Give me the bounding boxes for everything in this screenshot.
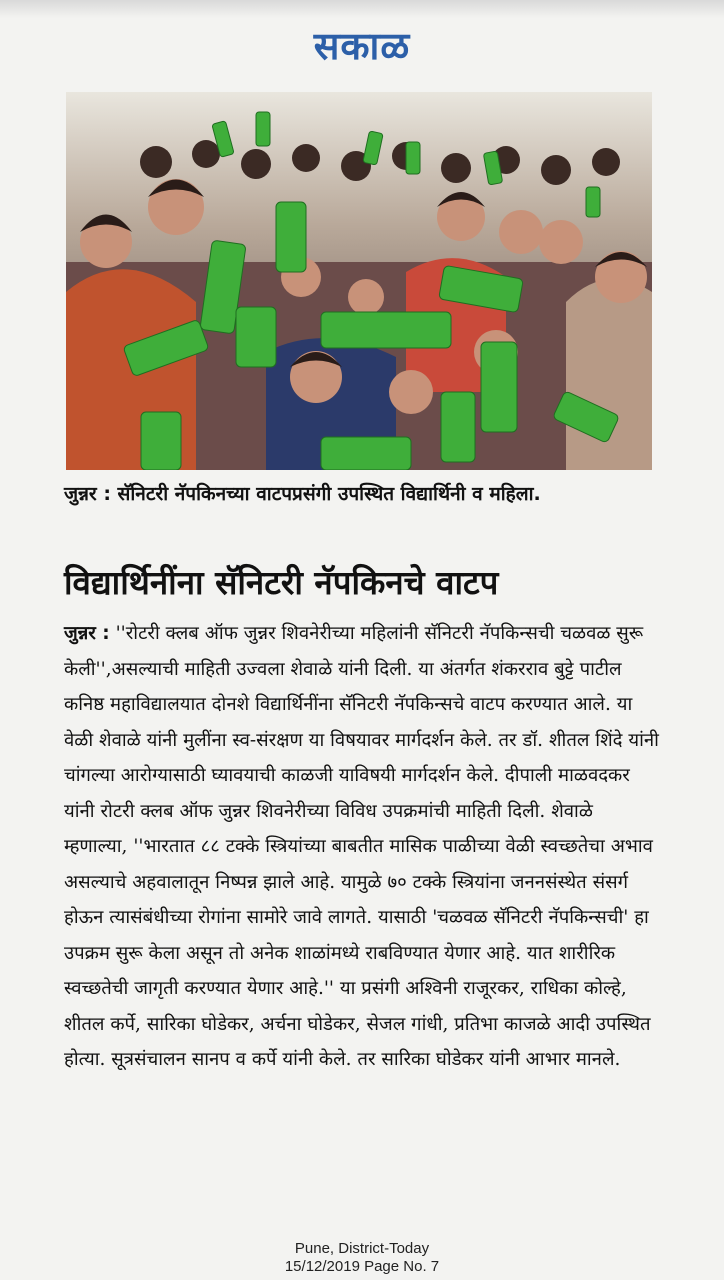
article-body [64,616,662,1078]
dateline-place: जुन्नर : [64,623,110,644]
caption-place: जुन्नर : [64,483,111,505]
footer-date-page: 15/12/2019 Page No. 7 [284,1258,440,1275]
article-photo [66,92,652,470]
page-footer [0,1240,724,1276]
article-text: ''रोटरी क्लब ऑफ जुन्नर शिवनेरीच्या महिलांनी सॅनिटरी नॅपकिन्सची चळवळ सुरू केली'',असल्याची माहिती उज्वला शेवाळे यांनी दिली. या अंतर्गत शंकरराव बुट्टे पाटील कनिष्ठ महाविद्यालयात दोनशे विद्यार्थिनींना सॅनिटरी नॅपकिन्सचे वाटप करण्यात आले. या वेळी शेवाळे यांनी मुलींना स्व-संरक्षण या विषयावर मार्गदर्शन केले. तर डॉ. शीतल शिंदे यांनी चांगल्या आरोग्यासाठी घ्यावयाची काळजी याविषयी मार्गदर्शन केले. दीपाली माळवदकर यांनी रोटरी क्लब ऑफ जुन्नर शिवनेरीच्या विविध उपक्रमांची माहिती दिली. शेवाळे म्हणाल्या, ''भारतात ८८ टक्के स्त्रियांच्या बाबतीत मासिक पाळीच्या वेळी स्वच्छतेचा अभाव असल्याचे अहवालातून निष्पन्न झाले आहे. यामुळे ७० टक्के स्त्रियांना जननसंस्थेत संसर्ग होऊन त्यासंबंधीच्या रोगांना सामोरे जावे लागते. यासाठी 'चळवळ सॅनिटरी नॅपकिन्सची' हा उपक्रम सुरू केला असून तो अनेक शाळांमध्ये राबविण्यात येणार आहे. यात शारीरिक स्वच्छतेची जागृती करण्यात येणार आहे.'' या प्रसंगी अश्विनी राजूरकर, राधिका कोल्हे, शीतल कर्पे, सारिका घोडेकर, अर्चना घोडेकर, सेजल गांधी, प्रतिभा काजळे आदी उपस्थित होत्या. सूत्रसंचालन सानप व कर्पे यांनी केले. तर सारिका घोडेकर यांनी आभार मानले. [64,623,659,1070]
group-photo-icon [66,92,652,470]
article-headline: विद्यार्थिनींना सॅनिटरी नॅपकिनचे वाटप [64,563,499,602]
photo-caption [64,480,660,509]
top-shade [0,0,724,18]
footer-source: Pune, District-Today [294,1240,430,1257]
caption-text: सॅनिटरी नॅपकिनच्या वाटपप्रसंगी उपस्थित विद्यार्थिनी व महिला. [110,483,541,505]
newspaper-masthead: सकाळ [313,23,411,68]
